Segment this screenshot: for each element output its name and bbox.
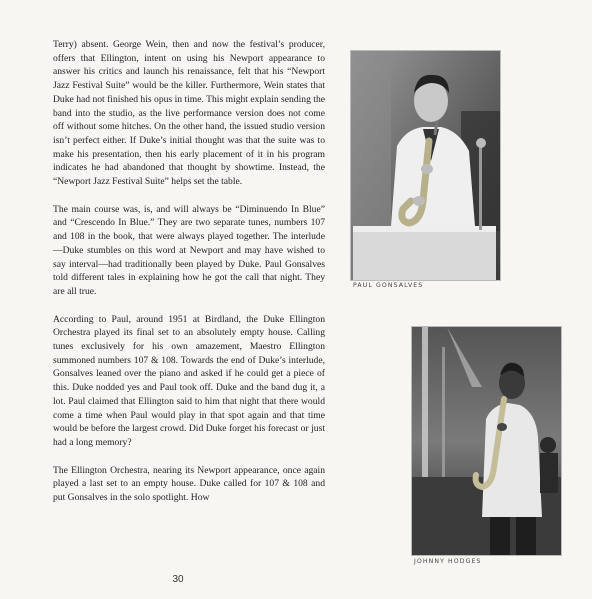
johnny-hodges-photo bbox=[412, 327, 561, 555]
johnny-hodges-photo-image bbox=[412, 327, 561, 555]
paragraph-3: According to Paul, around 1951 at Birdland, the Duke Ellington Orchestra played its final set to an absolutely empty house. Calling tunes exclusively for his own amazement, Maestro Ellington summoned numbers 107 & 108. Towards the end of Duke’s interlude, Gonsalves leaned over the piano and asked if he could get a piece of this. Duke nodded yes and Paul took off. Duke and the band dug it, a lot. Paul claimed that Ellington said to him that night that there would come a time when Paul would play in that spot again and that time would be before the largest crowd. Did Duke forget his forecast or just had a long memory? bbox=[53, 313, 325, 448]
body-text-column bbox=[53, 38, 325, 519]
paul-gonsalves-photo bbox=[351, 51, 500, 280]
paragraph-1: Terry) absent. George Wein, then and now the festival’s producer, offers that Ellington, intent on using his Newport appearance to answer his critics and launch his renaissance, felt that his “Newport Jazz Festival Suite” would be the killer. Furthermore, Wein states that Duke had not finished his opus in time. This might explain sending the band into the studio, as the live performance version does not come off without some hitches. On the other hand, the issued studio version isn’t perfect either. If Duke’s initial thought was that the suite was to make his presentation, then his early placement of it in his program indicates he had abandoned that thought by showtime. Instead, the “Newport Jazz Festival Suite” helps set the table. bbox=[53, 39, 325, 188]
page-number: 30 bbox=[172, 574, 184, 585]
johnny-hodges-caption: JOHNNY HODGES bbox=[414, 558, 482, 565]
paul-gonsalves-photo-image bbox=[351, 51, 500, 280]
paul-gonsalves-caption: PAUL GONSALVES bbox=[353, 282, 424, 289]
paragraph-4: The Ellington Orchestra, nearing its Newport appearance, once again played a last set to an empty house. Duke called for 107 & 108 and put Gonsalves in the solo spotlight. How bbox=[53, 464, 325, 504]
paragraph-2: The main course was, is, and will always be “Diminuendo In Blue” and “Crescendo In Blue.” They are two separate tunes, numbers 107 and 108 in the book, that were always played together. The interlude—Duke stumbles on this word at Newport and may have wished to say interval—had traditionally been played by Duke. Paul Gonsalves told different tales in explaining how he got the call that night. They are all true. bbox=[53, 203, 325, 297]
